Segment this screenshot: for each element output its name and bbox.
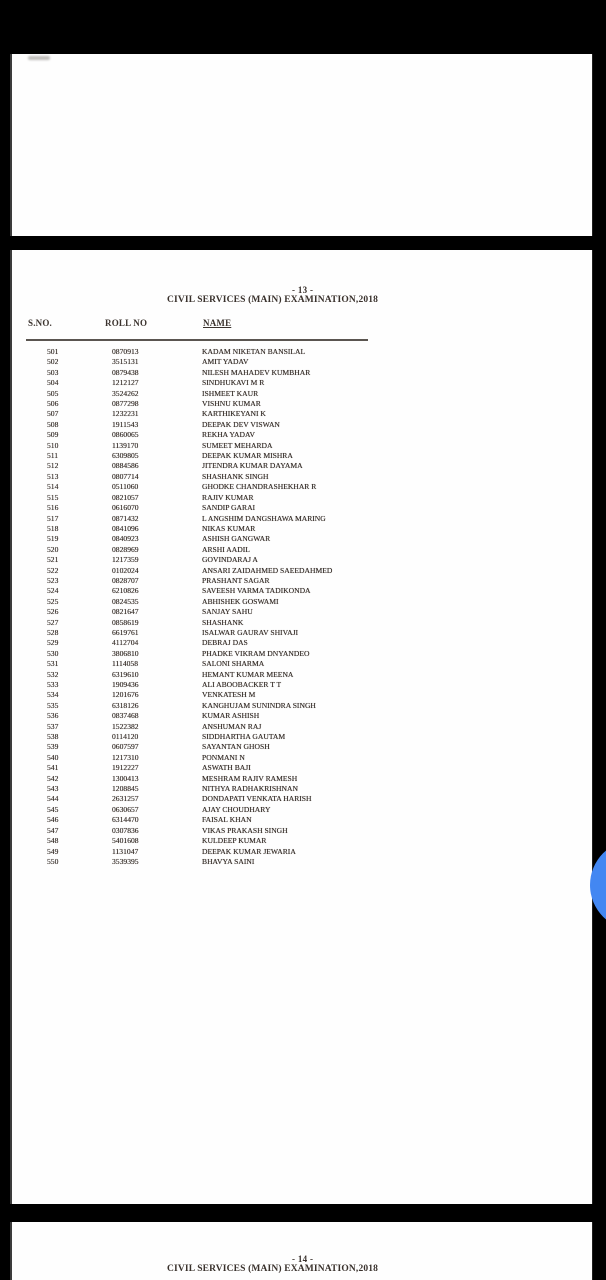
candidate-name: VIKAS PRAKASH SINGH (202, 825, 288, 835)
table-row (12, 368, 592, 378)
serial-number: 544 (47, 794, 59, 804)
roll-number: 0870913 (112, 347, 139, 356)
table-row (12, 524, 592, 534)
serial-number: 511 (47, 451, 59, 461)
candidate-name: SANJAY SAHU (202, 607, 253, 617)
serial-number: 546 (47, 815, 59, 825)
serial-number: 542 (47, 773, 59, 783)
serial-number: 508 (47, 419, 59, 429)
candidate-name: DONDAPATI VENKATA HARISH (202, 794, 312, 804)
candidate-name: SAVEESH VARMA TADIKONDA (202, 586, 311, 596)
column-header-roll-no: ROLL NO (105, 318, 148, 328)
table-row (12, 597, 592, 607)
document-title: CIVIL SERVICES (MAIN) EXAMINATION,2018 (167, 1264, 379, 1274)
table-row (12, 482, 592, 492)
table-row (12, 545, 592, 555)
roll-number: 2631257 (112, 794, 139, 804)
roll-number: 1208845 (112, 784, 139, 794)
roll-number: 1300413 (112, 773, 139, 783)
table-row (12, 805, 592, 815)
candidate-name: ISALWAR GAURAV SHIVAJI (202, 627, 299, 637)
serial-number: 509 (47, 430, 59, 440)
candidate-name: SALONI SHARMA (202, 659, 265, 669)
serial-number: 547 (47, 825, 59, 835)
roll-number: 0858619 (112, 617, 139, 627)
roll-number: 0841096 (112, 523, 139, 533)
candidate-name: SHASHANK (202, 617, 244, 627)
candidate-name: SUMEET MEHARDA (202, 440, 273, 450)
serial-number: 549 (47, 846, 59, 856)
candidate-name: AJAY CHOUDHARY (202, 804, 271, 814)
candidate-name: ABHISHEK GOSWAMI (202, 596, 279, 606)
table-row (12, 451, 592, 461)
candidate-name: DEEPAK KUMAR MISHRA (202, 451, 293, 461)
candidate-name: GHODKE CHANDRASHEKHAR R (202, 482, 317, 492)
candidate-name: SAYANTAN GHOSH (202, 742, 270, 752)
roll-number: 1217359 (112, 555, 139, 565)
candidate-name: BHAVYA SAINI (202, 856, 255, 866)
roll-number: 0860065 (112, 430, 139, 440)
serial-number: 519 (47, 534, 59, 544)
serial-number: 507 (47, 409, 59, 419)
roll-number: 6314470 (112, 815, 139, 825)
serial-number: 529 (47, 638, 59, 648)
previous-page-fragment (12, 54, 592, 236)
candidate-name: MESHRAM RAJIV RAMESH (202, 773, 298, 783)
candidate-name: KUMAR ASHISH (202, 711, 260, 721)
page-number-label: - 14 - (292, 1254, 314, 1264)
serial-number: 541 (47, 763, 59, 773)
serial-number: 504 (47, 378, 59, 388)
candidate-name: VISHNU KUMAR (202, 399, 261, 409)
table-row (12, 701, 592, 711)
serial-number: 536 (47, 711, 59, 721)
roll-number: 3539395 (112, 856, 139, 866)
table-row (12, 430, 592, 440)
candidate-name: NIKAS KUMAR (202, 523, 256, 533)
roll-number: 6318126 (112, 700, 139, 710)
table-row (12, 659, 592, 669)
table-row (12, 857, 592, 867)
table-row (12, 514, 592, 524)
serial-number: 513 (47, 471, 59, 481)
serial-number: 538 (47, 732, 59, 742)
roll-number: 0511060 (112, 482, 139, 492)
results-table (12, 347, 592, 867)
candidate-name: ANSHUMAN RAJ (202, 721, 262, 731)
serial-number: 506 (47, 399, 59, 409)
serial-number: 540 (47, 752, 59, 762)
header-divider (26, 339, 368, 341)
roll-number: 0840923 (112, 534, 139, 544)
table-row (12, 409, 592, 419)
roll-number: 0821647 (112, 607, 139, 617)
table-row (12, 357, 592, 367)
table-row (12, 618, 592, 628)
table-row (12, 347, 592, 357)
serial-number: 523 (47, 575, 59, 585)
candidate-name: NILESH MAHADEV KUMBHAR (202, 367, 311, 377)
table-row (12, 836, 592, 846)
document-page-14-fragment (12, 1222, 592, 1280)
table-row (12, 815, 592, 825)
serial-number: 533 (47, 680, 59, 689)
serial-number: 522 (47, 565, 59, 575)
roll-number: 5401608 (112, 836, 139, 846)
candidate-name: KADAM NIKETAN BANSILAL (202, 347, 306, 356)
candidate-name: ASWATH BAJI (202, 763, 251, 773)
roll-number: 3515131 (112, 357, 139, 367)
serial-number: 514 (47, 482, 59, 492)
serial-number: 516 (47, 503, 59, 513)
table-row (12, 378, 592, 388)
roll-number: 1131047 (112, 846, 139, 856)
candidate-name: GOVINDARAJ A (202, 555, 258, 565)
serial-number: 521 (47, 555, 59, 565)
candidate-name: ASHISH GANGWAR (202, 534, 271, 544)
candidate-name: FAISAL KHAN (202, 815, 252, 825)
candidate-name: SANDIP GARAI (202, 503, 256, 513)
candidate-name: ISHMEET KAUR (202, 388, 259, 398)
roll-number: 6319610 (112, 669, 139, 679)
serial-number: 548 (47, 836, 59, 846)
column-header-sno: S.NO. (28, 318, 53, 328)
table-row (12, 607, 592, 617)
serial-number: 532 (47, 669, 59, 679)
roll-number: 1114058 (112, 659, 139, 669)
table-row (12, 586, 592, 596)
candidate-name: ARSHI AADIL (202, 544, 250, 554)
serial-number: 502 (47, 357, 59, 367)
table-row (12, 441, 592, 451)
serial-number: 550 (47, 856, 59, 866)
roll-number: 4112704 (112, 638, 139, 648)
table-row (12, 763, 592, 773)
table-row (12, 732, 592, 742)
roll-number: 1909436 (112, 680, 139, 689)
serial-number: 537 (47, 721, 59, 731)
candidate-name: KULDEEP KUMAR (202, 836, 267, 846)
serial-number: 535 (47, 700, 59, 710)
table-row (12, 566, 592, 576)
serial-number: 530 (47, 648, 59, 658)
serial-number: 512 (47, 461, 59, 471)
table-row (12, 753, 592, 763)
table-row (12, 649, 592, 659)
roll-number: 1139170 (112, 440, 139, 450)
roll-number: 0837468 (112, 711, 139, 721)
table-row (12, 638, 592, 648)
serial-number: 524 (47, 586, 59, 596)
table-row (12, 493, 592, 503)
table-row (12, 534, 592, 544)
serial-number: 526 (47, 607, 59, 617)
serial-number: 520 (47, 544, 59, 554)
serial-number: 525 (47, 596, 59, 606)
serial-number: 503 (47, 367, 59, 377)
table-row (12, 680, 592, 690)
serial-number: 518 (47, 523, 59, 533)
candidate-name: PHADKE VIKRAM DNYANDEO (202, 648, 310, 658)
roll-number: 0102024 (112, 565, 139, 575)
table-row (12, 389, 592, 399)
table-row (12, 420, 592, 430)
table-row (12, 628, 592, 638)
table-row (12, 847, 592, 857)
candidate-name: DEEPAK DEV VISWAN (202, 419, 280, 429)
candidate-name: RAJIV KUMAR (202, 492, 254, 502)
roll-number: 0607597 (112, 742, 139, 752)
table-row (12, 742, 592, 752)
candidate-name: KANGHUJAM SUNINDRA SINGH (202, 700, 316, 710)
candidate-name: JITENDRA KUMAR DAYAMA (202, 461, 303, 471)
roll-number: 1201676 (112, 690, 139, 700)
table-row (12, 826, 592, 836)
table-row (12, 722, 592, 732)
candidate-name: SHASHANK SINGH (202, 471, 269, 481)
roll-number: 1212127 (112, 378, 139, 388)
serial-number: 505 (47, 388, 59, 398)
column-header-name: NAME (203, 318, 232, 328)
roll-number: 0879438 (112, 367, 139, 377)
roll-number: 6309805 (112, 451, 139, 461)
table-row (12, 576, 592, 586)
candidate-name: ALI ABOOBACKER T T (202, 680, 282, 689)
roll-number: 0824535 (112, 596, 139, 606)
roll-number: 0871432 (112, 513, 139, 523)
table-row (12, 784, 592, 794)
table-row (12, 461, 592, 471)
candidate-name: KARTHIKEYANI K (202, 409, 266, 419)
roll-number: 6619761 (112, 627, 139, 637)
roll-number: 0114120 (112, 732, 139, 742)
candidate-name: SIDDHARTHA GAUTAM (202, 732, 286, 742)
roll-number: 0616070 (112, 503, 139, 513)
serial-number: 545 (47, 804, 59, 814)
roll-number: 0877298 (112, 399, 139, 409)
serial-number: 517 (47, 513, 59, 523)
page-number-label: - 13 - (292, 285, 314, 295)
roll-number: 0821057 (112, 492, 139, 502)
roll-number: 1217310 (112, 752, 139, 762)
roll-number: 1912227 (112, 763, 139, 773)
table-row (12, 690, 592, 700)
table-row (12, 399, 592, 409)
table-row (12, 503, 592, 513)
serial-number: 510 (47, 440, 59, 450)
candidate-name: PRASHANT SAGAR (202, 575, 270, 585)
table-row (12, 555, 592, 565)
serial-number: 527 (47, 617, 59, 627)
candidate-name: VENKATESH M (202, 690, 256, 700)
roll-number: 0307836 (112, 825, 139, 835)
candidate-name: HEMANT KUMAR MEENA (202, 669, 294, 679)
roll-number: 0884586 (112, 461, 139, 471)
scan-smudge (28, 56, 50, 60)
candidate-name: REKHA YADAV (202, 430, 255, 440)
table-row (12, 711, 592, 721)
serial-number: 534 (47, 690, 59, 700)
serial-number: 531 (47, 659, 59, 669)
candidate-name: ANSARI ZAIDAHMED SAEEDAHMED (202, 565, 333, 575)
roll-number: 0828707 (112, 575, 139, 585)
serial-number: 528 (47, 627, 59, 637)
roll-number: 6210826 (112, 586, 139, 596)
document-page-13 (12, 250, 592, 1204)
serial-number: 501 (47, 347, 59, 356)
serial-number: 515 (47, 492, 59, 502)
candidate-name: NITHYA RADHAKRISHNAN (202, 784, 298, 794)
roll-number: 0630657 (112, 804, 139, 814)
serial-number: 539 (47, 742, 59, 752)
table-row (12, 670, 592, 680)
roll-number: 1911543 (112, 419, 139, 429)
roll-number: 1232231 (112, 409, 139, 419)
candidate-name: AMIT YADAV (202, 357, 249, 367)
table-row (12, 794, 592, 804)
document-title: CIVIL SERVICES (MAIN) EXAMINATION,2018 (167, 295, 379, 305)
roll-number: 0807714 (112, 471, 139, 481)
roll-number: 0828969 (112, 544, 139, 554)
table-row (12, 472, 592, 482)
roll-number: 3806810 (112, 648, 139, 658)
roll-number: 1522382 (112, 721, 139, 731)
candidate-name: DEBRAJ DAS (202, 638, 248, 648)
candidate-name: L ANGSHIM DANGSHAWA MARING (202, 513, 326, 523)
roll-number: 3524262 (112, 388, 139, 398)
candidate-name: SINDHUKAVI M R (202, 378, 265, 388)
floating-scroll-handle[interactable] (590, 840, 606, 930)
table-row (12, 774, 592, 784)
candidate-name: DEEPAK KUMAR JEWARIA (202, 846, 296, 856)
candidate-name: PONMANI N (202, 752, 245, 762)
serial-number: 543 (47, 784, 59, 794)
